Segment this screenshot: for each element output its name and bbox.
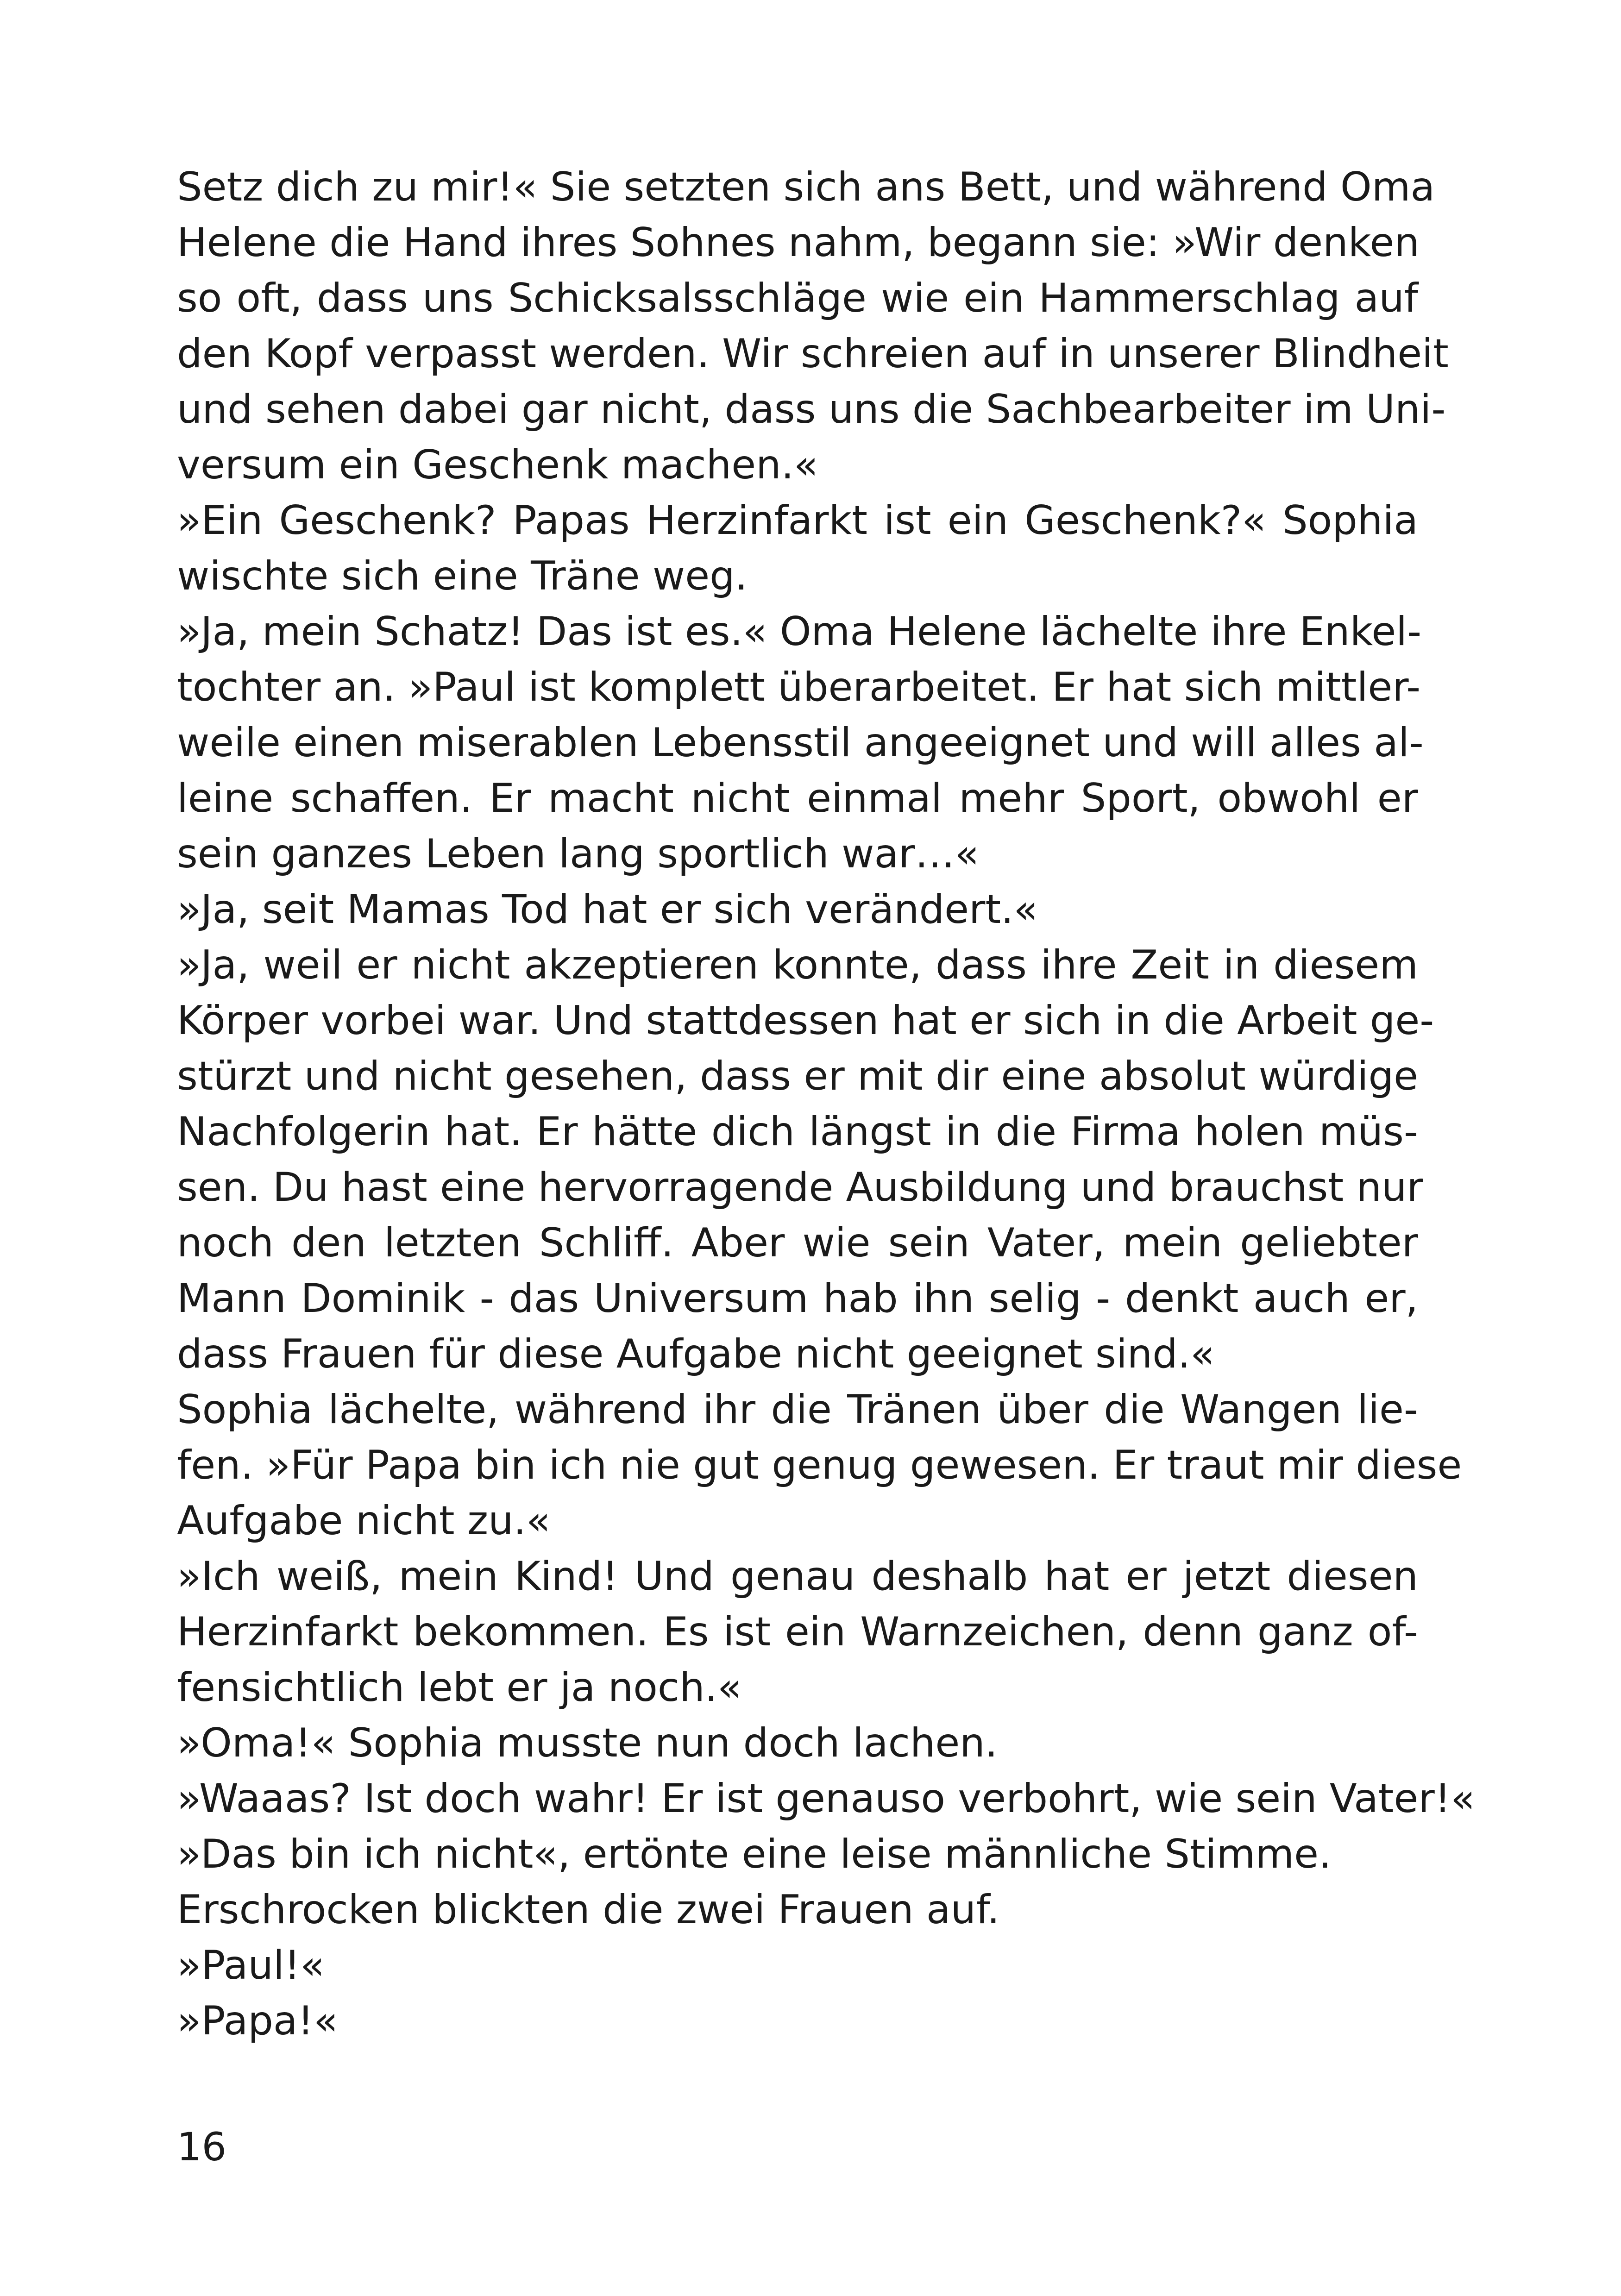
text-line: Mann Dominik - das Universum hab ihn selig - denkt auch er, — [177, 1275, 1418, 1322]
text-line: Körper vorbei war. Und stattdessen hat er sich in die Arbeit ge- — [177, 997, 1434, 1044]
text-line: sen. Du hast eine hervorragende Ausbildung und brauchst nur — [177, 1164, 1423, 1211]
text-line: so oft, dass uns Schicksalsschläge wie ein Hammerschlag auf — [177, 275, 1418, 321]
text-line: tochter an. »Paul ist komplett überarbeitet. Er hat sich mittler- — [177, 664, 1421, 710]
text-line: Aufgabe nicht zu.« — [177, 1498, 551, 1544]
text-line: Erschrocken blickten die zwei Frauen auf. — [177, 1887, 1000, 1933]
text-line: Herzinfarkt bekommen. Es ist ein Warnzeichen, denn ganz of- — [177, 1609, 1418, 1655]
text-line: fen. »Für Papa bin ich nie gut genug gewesen. Er traut mir diese — [177, 1442, 1462, 1488]
text-line: »Oma!« Sophia musste nun doch lachen. — [177, 1720, 998, 1766]
text-line: und sehen dabei gar nicht, dass uns die Sachbearbeiter im Uni- — [177, 386, 1446, 433]
text-line: fensichtlich lebt er ja noch.« — [177, 1664, 742, 1711]
text-line: Nachfolgerin hat. Er hätte dich längst in die Firma holen müs- — [177, 1109, 1418, 1155]
text-line: Setz dich zu mir!« Sie setzten sich ans Bett, und während Oma — [177, 164, 1435, 210]
text-line: »Papa!« — [177, 1998, 338, 2044]
text-line: sein ganzes Leben lang sportlich war…« — [177, 831, 980, 877]
body-text — [177, 159, 1475, 2049]
text-line: dass Frauen für diese Aufgabe nicht geeignet sind.« — [177, 1331, 1215, 1377]
text-line: noch den letzten Schliff. Aber wie sein Vater, mein geliebter — [177, 1220, 1418, 1266]
text-line: leine schaffen. Er macht nicht einmal mehr Sport, obwohl er — [177, 775, 1418, 822]
text-line: »Waaas? Ist doch wahr! Er ist genauso verbohrt, wie sein Vater!« — [177, 1775, 1475, 1822]
page-number: 16 — [177, 2124, 226, 2170]
text-line: Sophia lächelte, während ihr die Tränen über die Wangen lie- — [177, 1386, 1418, 1433]
text-line: »Das bin ich nicht«, ertönte eine leise männliche Stimme. — [177, 1831, 1332, 1877]
text-line: »Ein Geschenk? Papas Herzinfarkt ist ein Geschenk?« Sophia — [177, 497, 1418, 544]
text-line: weile einen miserablen Lebensstil angeeignet und will alles al- — [177, 720, 1424, 766]
text-line: Helene die Hand ihres Sohnes nahm, begann sie: »Wir denken — [177, 220, 1420, 266]
text-line: stürzt und nicht gesehen, dass er mit dir eine absolut würdige — [177, 1053, 1418, 1099]
text-line: wischte sich eine Träne weg. — [177, 553, 748, 599]
text-line: »Ja, weil er nicht akzeptieren konnte, dass ihre Zeit in diesem — [177, 942, 1418, 988]
text-line: »Ich weiß, mein Kind! Und genau deshalb hat er jetzt diesen — [177, 1553, 1418, 1600]
text-line: den Kopf verpasst werden. Wir schreien auf in unserer Blindheit — [177, 331, 1449, 377]
text-line: »Paul!« — [177, 1942, 325, 1989]
text-line: »Ja, mein Schatz! Das ist es.« Oma Helene lächelte ihre Enkel- — [177, 609, 1422, 655]
text-line: »Ja, seit Mamas Tod hat er sich verändert.« — [177, 886, 1038, 933]
text-line: versum ein Geschenk machen.« — [177, 442, 818, 488]
